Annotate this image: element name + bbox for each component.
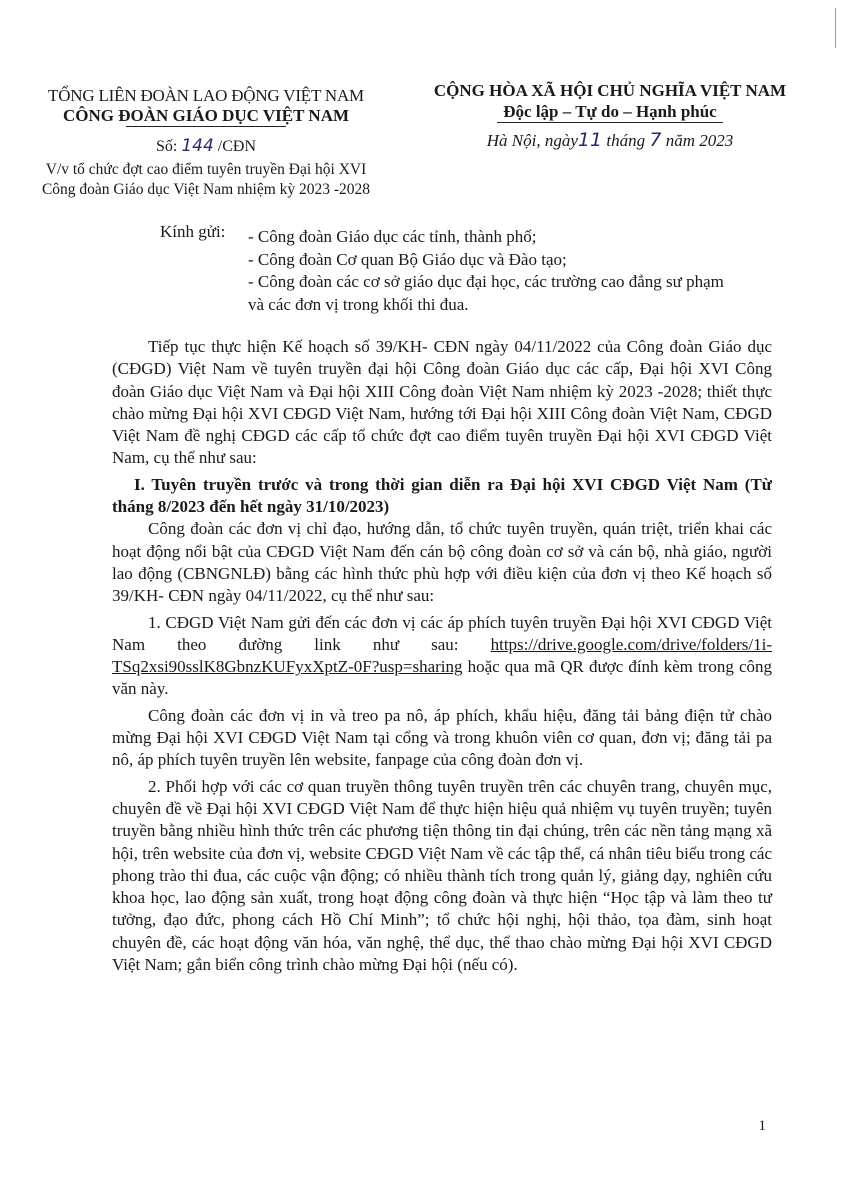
recipient-item: - Công đoàn Cơ quan Bộ Giáo dục và Đào tạo; (248, 249, 567, 269)
intro-paragraph: Tiếp tục thực hiện Kế hoạch số 39/KH- CĐN ngày 04/11/2022 của Công đoàn Giáo dục (CĐGD) Việt Nam về tuyên truyền đại hội Công đoàn Giáo dục các cấp, Đại hội XVI Công đoàn Giáo dục Việt Nam và Đại hội XIII Công đoàn Việt Nam nhiệm kỳ 2023 -2028; thiết thực chào mừng Đại hội XVI CĐGD Việt Nam, hướng tới Đại hội XIII Công đoàn Việt Nam, CĐGD Việt Nam đề nghị CĐGD các cấp tổ chức đợt cao điểm tuyên truyền Đại hội XVI CĐGD Việt Nam, cụ thể như sau: (112, 337, 772, 468)
document-date (405, 130, 815, 151)
recipients-list (248, 226, 808, 316)
item-1-paragraph (112, 612, 772, 701)
section-1-heading: I. Tuyên truyền trước và trong thời gian diễn ra Đại hội XVI CĐGD Việt Nam (Từ tháng 8/2023 đến hết ngày 31/10/2023) (112, 474, 772, 517)
motto-underline (497, 122, 723, 123)
number-prefix: Số: (155, 138, 178, 155)
recipients-label: Kính gửi: (160, 222, 226, 241)
date-year: năm 2023 (665, 131, 734, 150)
subject-line-2: Công đoàn Giáo dục Việt Nam nhiệm kỳ 2023 -2028 (41, 181, 371, 198)
subject-line-1: V/v tổ chức đợt cao điểm tuyên truyền Đại hội XVI (45, 161, 367, 178)
handwritten-day: 11 (577, 129, 603, 151)
document-number (20, 136, 392, 157)
recipient-item: - Công đoàn Giáo dục các tỉnh, thành phố; (248, 227, 537, 246)
number-suffix: /CĐN (217, 138, 257, 155)
page-number: 1 (758, 1118, 766, 1134)
national-motto: Độc lập – Tự do – Hạnh phúc (503, 102, 717, 121)
item-1-paragraph-2: Công đoàn các đơn vị in và treo pa nô, áp phích, khẩu hiệu, đăng tải bảng điện tử chào mừng Đại hội XVI CĐGD Việt Nam tại cổng và trong khuôn viên cơ quan, đơn vị; đăng tải pa nô, áp phích tuyên truyền lên website, fanpage của công đoàn đơn vị. (112, 705, 772, 770)
nation-title: CỘNG HÒA XÃ HỘI CHỦ NGHĨA VIỆT NAM (433, 81, 787, 100)
org-underline (126, 126, 286, 127)
parent-org-name: TỔNG LIÊN ĐOÀN LAO ĐỘNG VIỆT NAM (48, 86, 364, 105)
handwritten-number: 144 (181, 136, 214, 156)
handwritten-month: 7 (649, 129, 662, 151)
scan-edge-line (835, 8, 836, 48)
recipient-item: và các đơn vị trong khối thi đua. (248, 294, 469, 314)
section-1-intro: Công đoàn các đơn vị chỉ đạo, hướng dẫn, tổ chức tuyên truyền, quán triệt, triển khai các hoạt động nổi bật của CĐGD Việt Nam đến cán bộ công đoàn cơ sở và cán bộ, nhà giáo, người lao động (CBNGNLĐ) bằng các hình thức phù hợp với điều kiện của đơn vị theo Kế hoạch số 39/KH- CĐN ngày 04/11/2022, cụ thể như sau: (112, 519, 772, 606)
item-1-text: 1. CĐGD Việt Nam gửi đến các đơn vị các áp phích tuyên truyền Đại hội XVI CĐGD Việt Nam theo đường link như sau: (112, 612, 772, 654)
item-1-text-end: hoặc qua mã QR được đính kèm trong công văn này. (112, 657, 772, 699)
date-month-label: tháng (606, 131, 646, 150)
poster-drive-link[interactable]: https://drive.google.com/drive/folders/1i-TSq2xsi90sslK8GbnzKUFyxXptZ-0F?usp=sharing (112, 634, 772, 677)
date-prefix: Hà Nội, ngày (486, 131, 578, 150)
issuer-block (20, 86, 392, 200)
national-header (405, 80, 815, 151)
recipient-item: - Công đoàn các cơ sở giáo dục đại học, các trường cao đẳng sư phạm (248, 272, 724, 291)
org-name: CÔNG ĐOÀN GIÁO DỤC VIỆT NAM (62, 106, 350, 125)
document-body (112, 336, 772, 976)
item-2-paragraph: 2. Phối hợp với các cơ quan truyền thông tuyên truyền trên các chuyên trang, chuyên mục, chuyên đề về Đại hội XVI CĐGD Việt Nam để thực hiện hiệu quả nhiệm vụ tuyên truyền; tuyên truyền bằng nhiều hình thức trên các phương tiện thông tin đại chúng, trên các nền tảng mạng xã hội, trên website của đơn vị, website CĐGD Việt Nam về các tập thể, cá nhân tiêu biểu trong các phong trào thi đua, các cuộc vận động; có nhiều thành tích trong quản lý, giảng dạy, nghiên cứu khoa học, lao động sản xuất, trong hoạt động công đoàn và thực hiện “Học tập và làm theo tư tưởng, đạo đức, phong cách Hồ Chí Minh”; tổ chức hội nghị, hội thảo, tọa đàm, sinh hoạt chuyên đề, các hoạt động văn hóa, văn nghệ, thể dục, thể thao chào mừng Đại hội XVI CĐGD Việt Nam; gắn biển công trình chào mừng Đại hội (nếu có). (112, 776, 772, 975)
